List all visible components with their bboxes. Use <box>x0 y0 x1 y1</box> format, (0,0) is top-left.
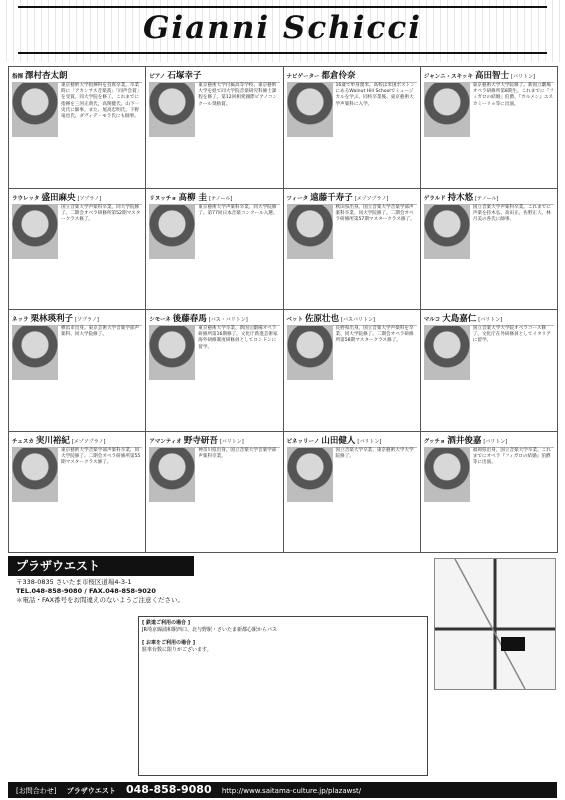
role-label: アマンティオ <box>149 438 182 445</box>
performer-cell <box>284 189 421 311</box>
performer-photo <box>149 448 195 502</box>
performer-name: 佐原壮也 <box>305 314 340 324</box>
access-map <box>434 558 556 690</box>
bio-text: 国立音楽大学卒業、東京藝術大学大学院修了。 <box>335 447 414 459</box>
performer-photo <box>424 448 470 502</box>
performer-bio <box>198 448 279 551</box>
role-line <box>424 312 554 326</box>
bio-text: 東京藝術大学付属高等学校、東京藝術大学を経て同大学院音楽研究科修士課程を修了。第12回相愛國際ピアノコンクール奨励賞。 <box>198 83 277 107</box>
bio-text: 福岡県出身。国立音楽大学卒業。これまでにオペラ『フィガロの結婚』伯爵等に出演。 <box>472 447 551 465</box>
performer-bio <box>473 326 554 429</box>
role-line <box>149 191 279 205</box>
venue-address-block <box>16 578 184 605</box>
voice-type: [バリトン] <box>511 74 535 80</box>
role-label: ジャンニ・スキッキ <box>423 74 474 80</box>
performer-bio <box>61 83 142 186</box>
voice-type: [バリトン] <box>478 317 503 323</box>
car-text: 駐車台数に限りがございます。 <box>142 647 212 653</box>
performer-cell <box>146 310 283 432</box>
role-label: ナビゲーター <box>286 74 320 80</box>
bio-text: 東京藝術大学大学院修了。新国立劇場オペラ研修所第8期生。これまでに『フィガロの結婚』伯爵、『カルメン』エスカミーリョ等に出演。 <box>472 83 554 107</box>
performer-name: 山田健人 <box>321 435 356 446</box>
performer-name: 都倉伶奈 <box>321 71 356 81</box>
performer-photo <box>424 205 470 259</box>
performer-bio <box>198 83 279 186</box>
voice-type: [バリトン] <box>219 438 244 445</box>
role-line <box>12 434 142 448</box>
bio-text: 横浜市出身。東京芸術大学音楽学部声楽科、同大学院修了。 <box>61 326 140 338</box>
role-label: 指揮 <box>12 74 24 80</box>
performer-bio <box>473 448 554 551</box>
header-rule-bottom <box>18 52 547 54</box>
role-label: チェスカ <box>12 438 34 445</box>
voice-type: [バリトン] <box>357 438 382 445</box>
venue-title: プラザウエスト <box>8 556 194 576</box>
role-line <box>424 434 554 448</box>
performer-name: 大島嘉仁 <box>442 314 477 324</box>
performer-bio <box>336 448 417 551</box>
voice-type: [テノール] <box>475 195 499 202</box>
role-label: マルコ <box>423 317 441 323</box>
performer-cell <box>146 67 283 189</box>
role-label: ツィータ <box>286 195 309 202</box>
performer-photo <box>424 83 470 137</box>
access-box <box>138 616 428 776</box>
performer-bio <box>198 326 279 429</box>
role-line <box>12 191 142 205</box>
performer-name: 盛田麻央 <box>41 192 76 203</box>
venue-postal: 〒338-0835 さいたま市桜区道場4-3-1 <box>16 578 132 586</box>
access-title: [ 鉄道ご利用の場合 ] <box>142 620 191 626</box>
voice-type: [バス・バリトン] <box>208 317 248 323</box>
performer-cell <box>421 432 558 554</box>
voice-type: [メゾソプラノ] <box>354 195 389 202</box>
performer-cell <box>9 67 146 189</box>
performer-cell <box>284 67 421 189</box>
role-label: リヌッチョ <box>149 195 177 202</box>
performer-photo <box>12 326 58 380</box>
performer-name: 野寺研吾 <box>183 435 218 446</box>
performer-bio <box>473 83 554 186</box>
contact-venue: プラザウエスト <box>66 787 116 795</box>
performer-bio <box>336 205 417 308</box>
role-line <box>149 434 279 448</box>
role-line <box>424 191 554 205</box>
footer <box>8 556 557 800</box>
performer-name: 酒井俊嘉 <box>447 435 482 446</box>
bio-text: 国立音楽大学声楽科卒業、同大学院修了。二期会オペラ研修所第52期マスタークラス修了。 <box>61 204 141 222</box>
contact-bar <box>8 782 557 798</box>
role-line <box>287 69 417 83</box>
bio-text: 東京藝術大学卒業、新国立劇場オペラ研修所第16期修了。文化庁新進芸術家海外研修制度研修員としてロンドンに留学。 <box>198 326 278 350</box>
role-label: ラウレッタ <box>12 195 40 202</box>
performer-name: 髙柳 圭 <box>178 192 208 203</box>
performer-name: 後藤春馬 <box>172 314 207 324</box>
performer-photo <box>149 205 195 259</box>
role-label: ベット <box>286 317 304 323</box>
performer-photo <box>149 83 195 137</box>
performer-name: 澤村杏太朗 <box>25 71 68 81</box>
role-label: ピアノ <box>149 74 166 80</box>
bio-text: 神奈川県出身。国立音楽大学音楽学部声楽科卒業。 <box>198 447 277 459</box>
role-line <box>287 434 417 448</box>
performer-photo <box>287 205 333 259</box>
bio-text: 東京藝術大学音楽学部声楽科卒業、同大学院修了。二期会オペラ研修所第55期マスタークラス修了。 <box>61 447 141 465</box>
performer-photo <box>287 326 333 380</box>
performer-cell <box>146 432 283 554</box>
role-line <box>287 191 417 205</box>
header-rule-top <box>18 6 547 8</box>
bio-text: 国立音楽大学声楽科卒業。これまでに声楽を持木弘、高田正、佐野正人、林月美の各氏に師事。 <box>472 204 551 222</box>
performer-photo <box>149 326 195 380</box>
performer-name: 栗林瑛利子 <box>30 314 74 324</box>
car-title: [ お車をご利用の場合 ] <box>142 640 196 646</box>
bio-text: 東京藝術大学声楽科卒業、同大学院修了。第77回日本音楽コンクール入選。 <box>198 204 278 216</box>
voice-type: [ソプラノ] <box>75 317 99 323</box>
role-label: ネッラ <box>12 317 29 323</box>
voice-type: [メゾソプラノ] <box>71 438 106 445</box>
performer-cell <box>284 310 421 432</box>
performer-cell <box>421 310 558 432</box>
performer-bio <box>61 326 142 429</box>
performer-name: 実川裕紀 <box>35 435 70 446</box>
performer-photo <box>12 205 58 259</box>
performer-bio <box>473 205 554 308</box>
role-line <box>424 69 554 83</box>
voice-type: [ソプラノ] <box>77 195 102 202</box>
performer-grid <box>8 66 558 553</box>
performer-photo <box>287 448 333 502</box>
role-label: グッチョ <box>423 438 446 445</box>
role-label: ピネッリーノ <box>286 438 320 445</box>
contact-tel: 048-858-9080 <box>125 783 212 796</box>
performer-cell <box>9 432 146 554</box>
performer-photo <box>12 83 58 137</box>
performer-cell <box>421 189 558 311</box>
contact-url[interactable]: http://www.saitama-culture.jp/plazawst/ <box>221 787 362 795</box>
role-line <box>149 312 279 326</box>
performer-cell <box>9 189 146 311</box>
voice-type: [テノール] <box>209 195 233 202</box>
performer-bio <box>336 326 417 429</box>
performer-photo <box>12 448 58 502</box>
bio-text: 長野県出身。国立音楽大学声楽科を卒業、同大学院修了。二期会オペラ研修所第58期マスタークラス修了。 <box>335 326 414 344</box>
bio-text: 国立音楽大学大学院オペラコース修了。文化庁在外研修員としてイタリアに留学。 <box>472 326 551 344</box>
performer-name: 持木悠 <box>447 192 474 203</box>
map-drawing <box>435 559 555 689</box>
performer-name: 石塚幸子 <box>167 71 202 81</box>
voice-type: [バリトン] <box>483 438 508 445</box>
role-label: シモーネ <box>149 317 171 323</box>
role-line <box>149 69 279 83</box>
access-text: JR埼京線浦和駅西口、北与野駅・さいたま新都心駅からバス <box>142 627 277 633</box>
performer-bio <box>61 448 142 551</box>
venue-tel: TEL.048-858-9080 / FAX.048-858-9020 <box>16 587 156 595</box>
performer-cell <box>421 67 558 189</box>
bio-text: 東京藝術大学指揮科を首席卒業。卒業時に「アカンサス音楽賞」「同声会賞」を受賞。同大学院を修了。これまでに指揮を三河正典氏、高関健氏、山下一史氏に師事。また、尾高忠明氏、下野竜也氏、ダヴィデ・モラ氏にも師事。 <box>61 83 142 120</box>
performer-bio <box>61 205 142 308</box>
performer-bio <box>336 83 417 186</box>
role-line <box>12 69 142 83</box>
venue-note: ＊電話・FAX番号をお間違えのないようご注意ください。 <box>16 596 185 604</box>
performer-cell <box>9 310 146 432</box>
role-line <box>12 312 142 326</box>
header-band <box>0 0 565 62</box>
page-title: Gianni Schicci <box>142 10 423 46</box>
performer-photo <box>424 326 470 380</box>
performer-name: 高田智士 <box>475 71 510 81</box>
role-line <box>287 312 417 326</box>
voice-type: [バスバリトン] <box>341 317 375 323</box>
role-label: ゲラルド <box>423 195 446 202</box>
performer-bio <box>198 205 279 308</box>
bio-text: 16歳で単身渡米。高校は米国ボストンにあるWalnut Hill Schoolでミュージカルを学ぶ。同校卒業後、東京藝術大学声楽科に入学。 <box>335 83 415 107</box>
contact-label: [お問合わせ] <box>16 787 57 795</box>
performer-photo <box>287 83 333 137</box>
performer-cell <box>284 432 421 554</box>
performer-cell <box>146 189 283 311</box>
performer-name: 遠藤千寿子 <box>310 192 353 203</box>
bio-text: 秋田県出身。国立音楽大学音楽学部声楽科卒業、同大学院修了。二期会オペラ研修所第57期マスタークラス修了。 <box>335 204 415 222</box>
